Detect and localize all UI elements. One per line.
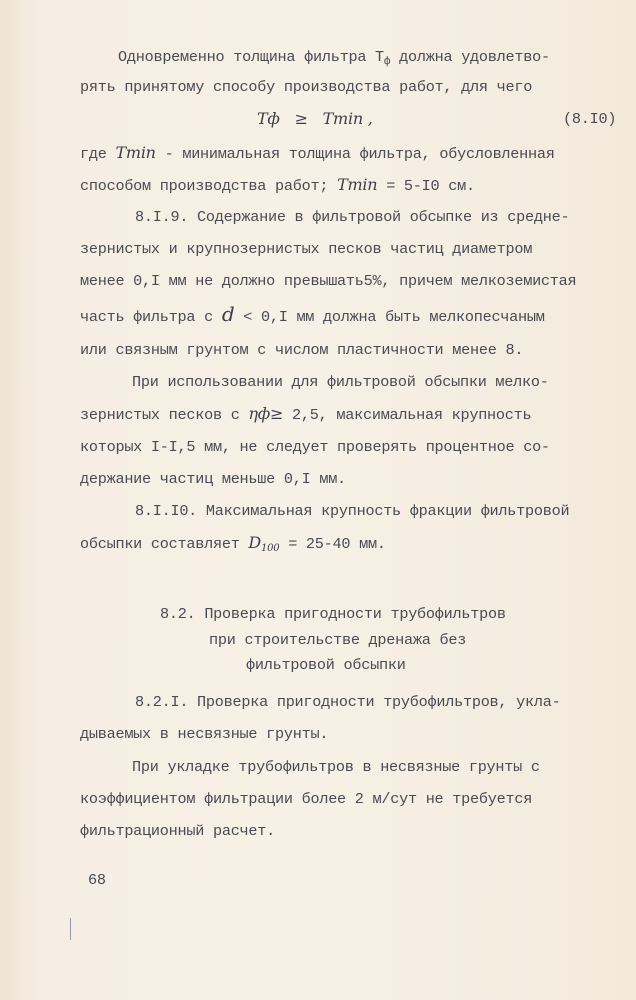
text-line: фильтрационный расчет. [80,822,276,840]
text-line: держание частиц меньше 0,I мм. [80,470,346,488]
text-line: дываемых в несвязные грунты. [80,725,329,743]
symbol-tmin: Tmin [337,175,378,194]
equation-rhs: Tmin , [322,109,373,128]
text-fragment: 2,5, максимальная крупность [283,406,532,424]
text-line [118,47,550,72]
text-line: или связным грунтом с числом пластичности менее 8. [80,341,524,359]
text-fragment: = 25-40 мм. [279,535,386,553]
subscript: 100 [261,543,280,554]
margin-mark [70,918,71,940]
text-line [80,533,386,559]
text-fragment: часть фильтра с [80,308,222,326]
text-line: 8.I.I0. Максимальная крупность фракции фильтровой [135,502,570,520]
text-line: менее 0,I мм не должно превышать5%, причем мелкоземистая [80,272,577,290]
section-heading-line: 8.2. Проверка пригодности трубофильтров [160,605,506,623]
equation-number: (8.I0) [563,110,617,128]
page-number: 68 [88,871,106,889]
text-line [80,175,475,196]
text-fragment: должна удовлетво- [390,48,550,66]
text-fragment: Одновременно толщина фильтра Т [118,48,384,66]
text-line [80,404,531,425]
equation-operator: ≥ [294,109,308,128]
text-fragment: обсыпки составляет [80,535,249,553]
text-fragment: где [80,145,116,163]
text-fragment: = 5-I0 см. [377,177,475,195]
text-line: коэффициентом фильтрации более 2 м/сут не требуется [80,790,533,808]
subscript: ф [383,56,391,68]
text-fragment: способом производства работ; [80,177,338,195]
text-line [80,143,555,164]
operator: < [234,308,261,326]
text-line: 8.2.I. Проверка пригодности трубофильтров, укла- [135,693,561,711]
text-line: рять принятому способу производства работ, для чего [80,78,533,96]
symbol-tmin: Tmin [115,143,156,162]
text-fragment: зернистых песков с [80,406,249,424]
text-line: которых I-I,5 мм, не следует проверять процентное со- [80,438,550,456]
symbol-eta: ηф [248,404,271,423]
text-line: При укладке трубофильтров в несвязные грунты с [132,758,540,776]
symbol-d100: D [248,533,261,552]
text-line: 8.I.9. Содержание в фильтровой обсыпке из средне- [135,208,570,226]
text-line: зернистых и крупнозернистых песков частиц диаметром [80,240,533,258]
text-line [80,304,545,327]
text-fragment: - минимальная толщина фильтра, обусловленная [155,145,555,163]
symbol-d: d [221,302,235,326]
operator: ≥ [270,404,284,423]
text-fragment: 0,I мм должна быть мелкопесчаным [260,308,545,326]
section-heading-line: при строительстве дренажа без [209,631,467,649]
text-line: При использовании для фильтровой обсыпки мелко- [132,373,549,391]
equation-8-10 [257,109,373,130]
section-heading-line: фильтровой обсыпки [246,656,406,674]
equation-lhs: Tф [257,109,280,128]
